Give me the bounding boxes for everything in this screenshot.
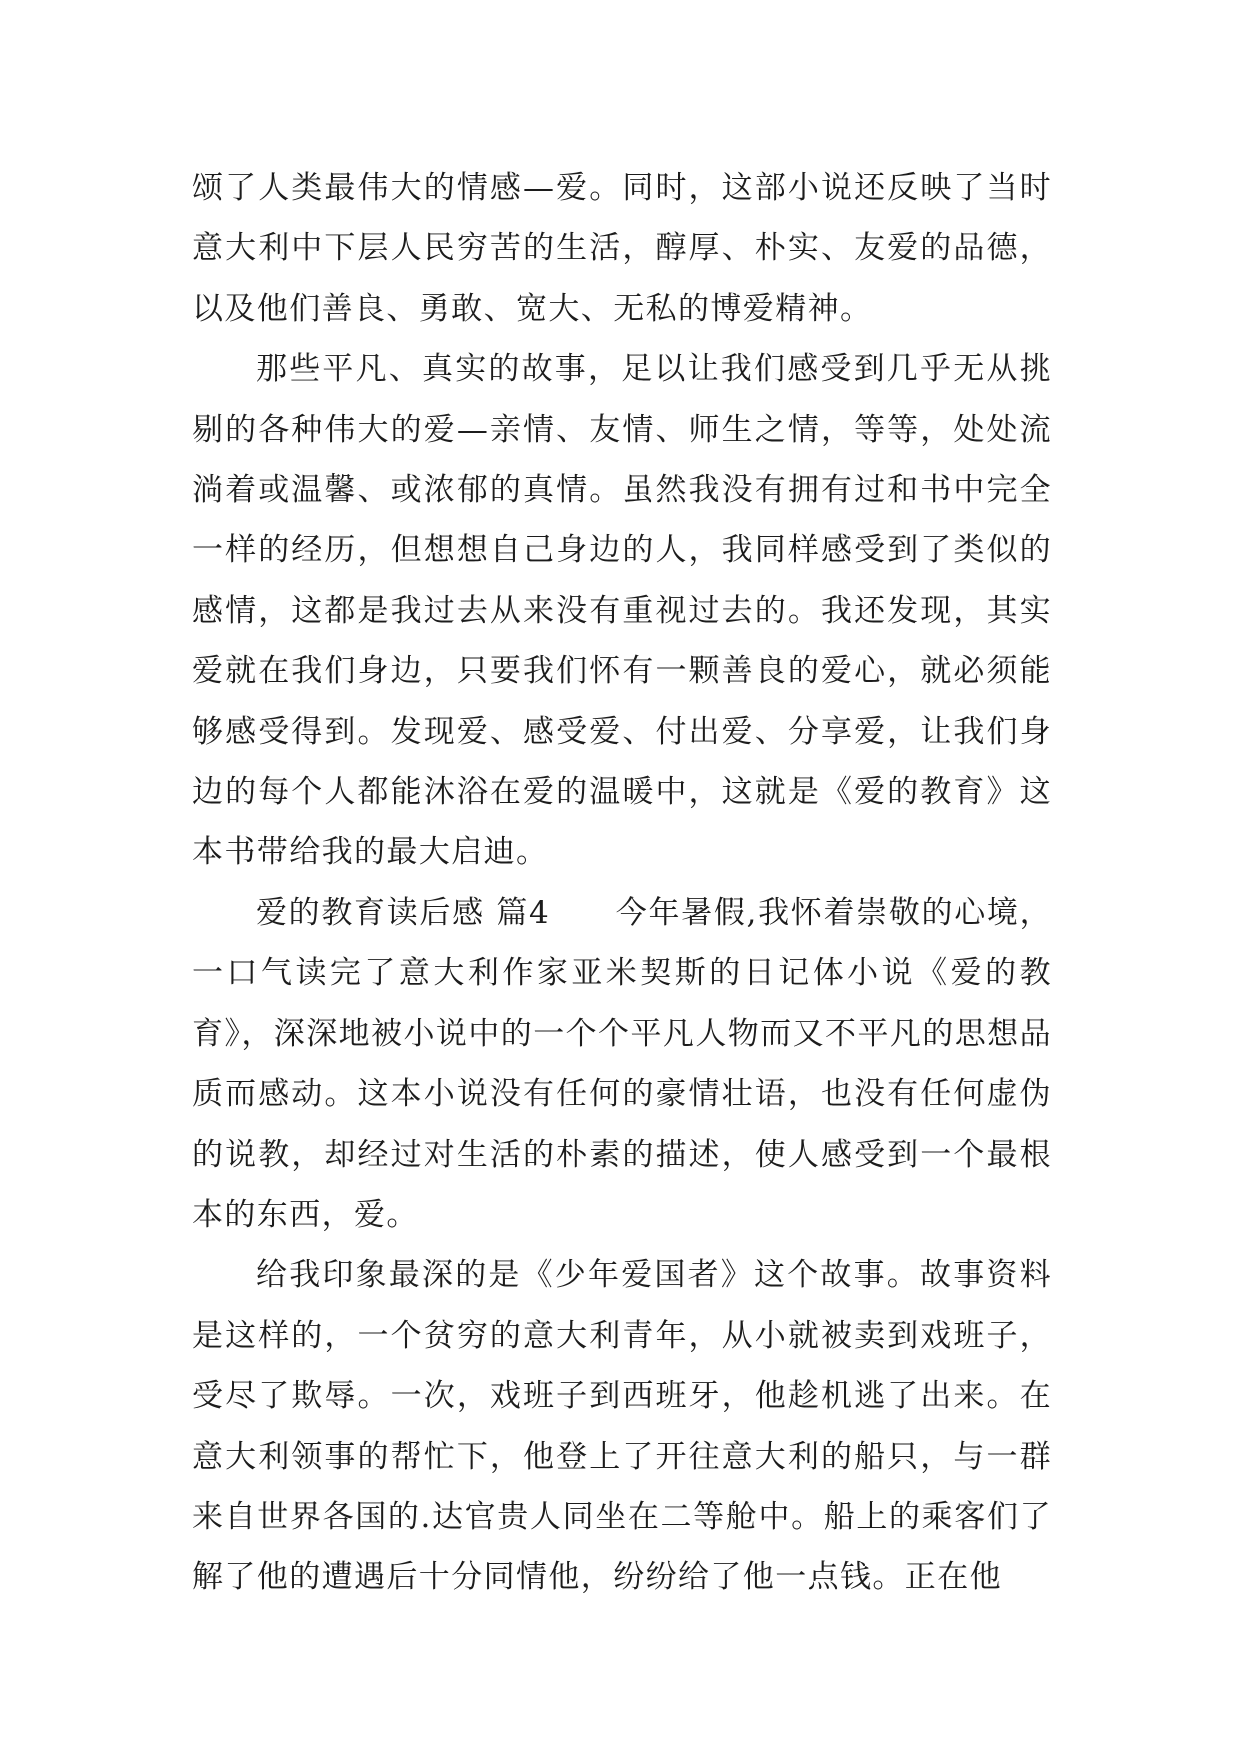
paragraph-section-4: 爱的教育读后感 篇4 今年暑假,我怀着崇敬的心境，一口气读完了意大利作家亚米契斯的日记体小说《爱的教育》，深深地被小说中的一个个平凡人物而又不平凡的思想品质而感动。这本小说没有任何的豪情壮语，也没有任何虚伪的说教，却经过对生活的朴素的描述，使人感受到一个最根本的东西，爱。 [192,894,1052,1233]
paragraph: 给我印象最深的是《少年爱国者》这个故事。故事资料是这样的，一个贫穷的意大利青年，从小就被卖到戏班子，受尽了欺辱。一次，戏班子到西班牙，他趁机逃了出来。在意大利领事的帮忙下，他登上了开往意大利的船只，与一群来自世界各国的.达官贵人同坐在二等舱中。船上的乘客们了解了他的遭遇后十分同情他，纷纷给了他一点钱。正在他 [192,1257,1052,1596]
body-text [192,158,1052,1608]
paragraph: 那些平凡、真实的故事，足以让我们感受到几乎无从挑剔的各种伟大的爱—亲情、友情、师生之情，等等，处处流淌着或温馨、或浓郁的真情。虽然我没有拥有过和书中完全一样的经历，但想想自己身边的人，我同样感受到了类似的感情，这都是我过去从来没有重视过去的。我还发现，其实爱就在我们身边，只要我们怀有一颗善良的爱心，就必须能够感受得到。发现爱、感受爱、付出爱、分享爱，让我们身边的每个人都能沐浴在爱的温暖中，这就是《爱的教育》这本书带给我的最大启迪。 [192,351,1052,871]
paragraph-continuation: 颂了人类最伟大的情感—爱。同时，这部小说还反映了当时意大利中下层人民穷苦的生活，醇厚、朴实、友爱的品德，以及他们善良、勇敢、宽大、无私的博爱精神。 [192,170,1052,327]
